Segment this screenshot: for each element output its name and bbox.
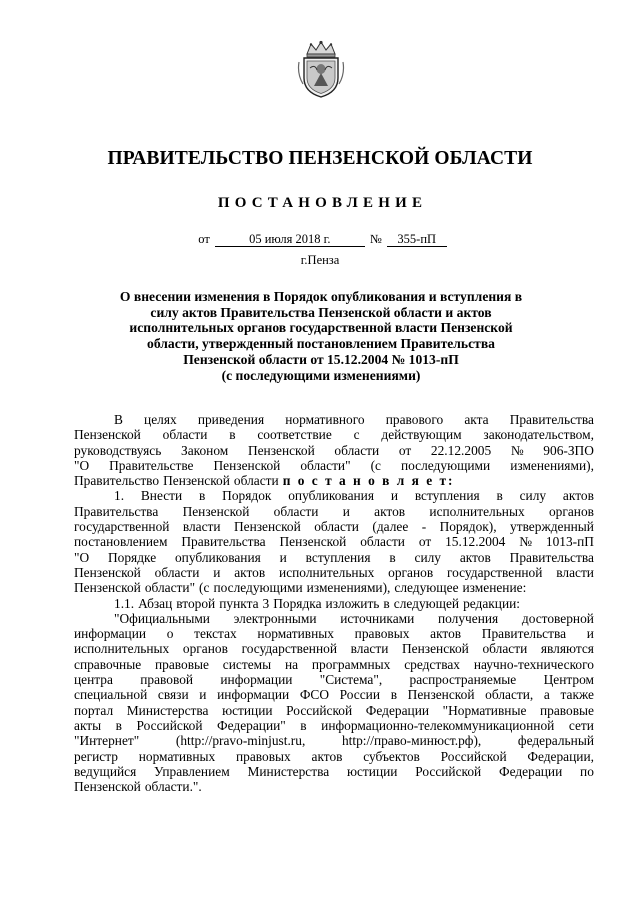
heading-line: силу актов Правительства Пензенской области и актов	[150, 304, 492, 320]
body-line: портал Министерства юстиции Российской Федерации "Нормативные правовые	[74, 702, 594, 718]
document-heading	[78, 289, 564, 383]
heading-line: (с последующими изменениями)	[221, 367, 421, 383]
body-line: информации о текстах нормативных правовых актов Правительства и	[74, 626, 594, 642]
body-line: Пензенской области" (с последующими изменениями), следующее изменение:	[74, 580, 527, 596]
body-line: исполнительных органов государственной власти Пензенской области являются	[74, 641, 594, 657]
heading-line: Пензенской области от 15.12.2004 № 1013-пП	[183, 351, 459, 367]
heading-line: области, утвержденный постановлением Правительства	[147, 336, 495, 352]
body-line: акты в Российской Федерации" в информационно-телекоммуникационной сети	[74, 717, 594, 733]
body-line: Правительства Пензенской области и актов исполнительных органов	[74, 503, 594, 519]
heading-line: О внесении изменения в Порядок опубликования и вступления в	[119, 289, 523, 304]
body-line: центра правовой информации "Система", распространяемые Центром	[74, 672, 594, 688]
body-line: "Интернет" (http://pravo-minjust.ru, http://право-минюст.рф), федеральный	[74, 733, 594, 749]
body-line: специальной связи и информации ФСО России в Пензенской области, а также	[74, 687, 594, 703]
document-body	[74, 412, 594, 794]
date-value: 05 июля 2018 г.	[215, 232, 365, 247]
penza-coat-of-arms-icon	[297, 40, 345, 98]
heading-line: исполнительных органов государственной власти Пензенской	[129, 320, 513, 336]
body-line: Правительство Пензенской области п о с т а н о в л я е т:	[74, 473, 455, 489]
date-label: от	[198, 232, 210, 246]
body-line: 1. Внести в Порядок опубликования и вступления в силу актов	[114, 488, 594, 504]
body-line: справочные правовые системы на программных средствах научно-технического	[74, 656, 594, 672]
body-line: "Официальными электронными источниками получения достоверной	[114, 610, 594, 626]
body-line: "О Правительстве Пензенской области" (с последующими изменениями),	[74, 457, 594, 473]
number-label: №	[369, 232, 382, 246]
body-line: регистр нормативных правовых актов субъектов Российской Федерации,	[74, 748, 594, 764]
body-line: ведущийся Управлением Министерства юстиции Российской Федерации по	[74, 763, 594, 779]
body-line: Пензенской области в соответствие с действующим законодательством,	[74, 427, 594, 443]
resolves-phrase: п о с т а н о в л я е т:	[282, 473, 455, 489]
number-value: 355-пП	[387, 232, 447, 247]
body-line: Пензенской области.".	[74, 779, 202, 795]
body-line: В целях приведения нормативного правового акта Правительства	[114, 412, 594, 427]
body-line: "О Порядке опубликования и вступления в силу актов Правительства	[74, 549, 594, 565]
date-number-line	[0, 232, 640, 247]
city-label: г.Пенза	[300, 253, 340, 267]
body-line: государственной власти Пензенской области (далее - Порядок), утвержденный	[74, 519, 594, 535]
government-title: ПРАВИТЕЛЬСТВО ПЕНЗЕНСКОЙ ОБЛАСТИ	[107, 148, 533, 169]
body-line: руководствуясь Законом Пензенской области от 22.12.2005 № 906-ЗПО	[74, 442, 594, 458]
body-line: постановлением Правительства Пензенской области от 15.12.2004 № 1013-пП	[74, 534, 594, 550]
body-line: 1.1. Абзац второй пункта 3 Порядка изложить в следующей редакции:	[114, 595, 521, 611]
document-type: ПОСТАНОВЛЕНИЕ	[217, 195, 428, 211]
body-line: Пензенской области и актов исполнительных органов государственной власти	[74, 564, 594, 580]
